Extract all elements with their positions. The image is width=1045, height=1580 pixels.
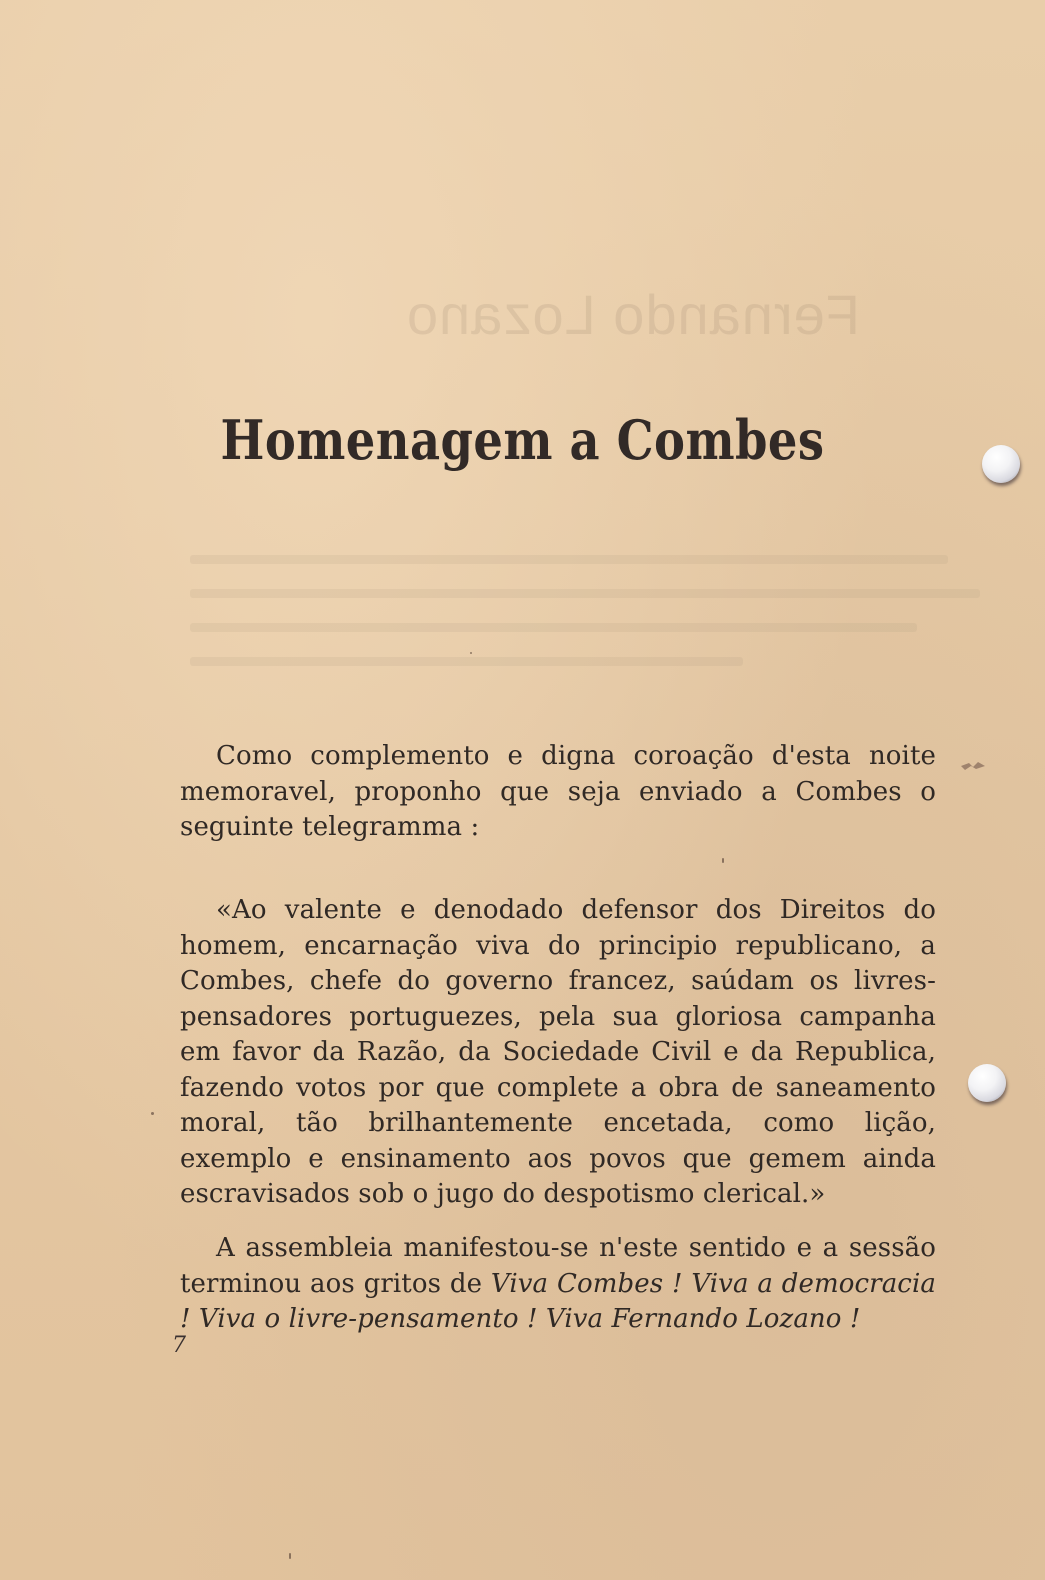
paper-speck xyxy=(289,1553,291,1559)
closing-cheers: Viva Combes ! Viva a democracia ! Viva o livre-pensamento ! Viva Fernando Lozano ! xyxy=(180,1268,936,1334)
punch-hole-bottom xyxy=(968,1064,1006,1102)
paper-speck xyxy=(722,858,724,863)
telegram-text: «Ao valente e denodado defensor dos Direitos do homem, encarnação viva do principio republicano, a Combes, chefe do governo francez, saúdam os livres-pensadores portuguezes, pela sua gloriosa campanha em favor da Razão, da Sociedade Civil e da Republica, fazendo votos por que complete a obra de saneamento moral, tão brilhantemente encetada, como lição, exemplo e ensinamento aos povos que gemem ainda escravisados sob o jugo do despotismo clerical.» xyxy=(180,895,936,1209)
bleed-through-text: Fernando Lozano xyxy=(405,283,860,346)
telegram-paragraph xyxy=(180,893,936,1213)
paper-speck xyxy=(151,1112,154,1115)
intro-text: Como complemento e digna coroação d'esta noite memoravel, proponho que seja enviado a Combes o seguinte telegramma : xyxy=(180,741,936,842)
page-number: 7 xyxy=(172,1333,186,1358)
page-title: Homenagem a Combes xyxy=(220,408,825,472)
closing-text: A assembleia manifestou-se n'este sentido e a sessão terminou aos gritos de xyxy=(180,1233,936,1299)
intro-paragraph xyxy=(180,739,936,846)
bleed-through-lines xyxy=(190,555,980,715)
punch-hole-top xyxy=(982,445,1020,483)
closing-paragraph xyxy=(180,1231,936,1338)
paper-tear-mark xyxy=(960,760,986,772)
paper-speck xyxy=(470,652,472,654)
